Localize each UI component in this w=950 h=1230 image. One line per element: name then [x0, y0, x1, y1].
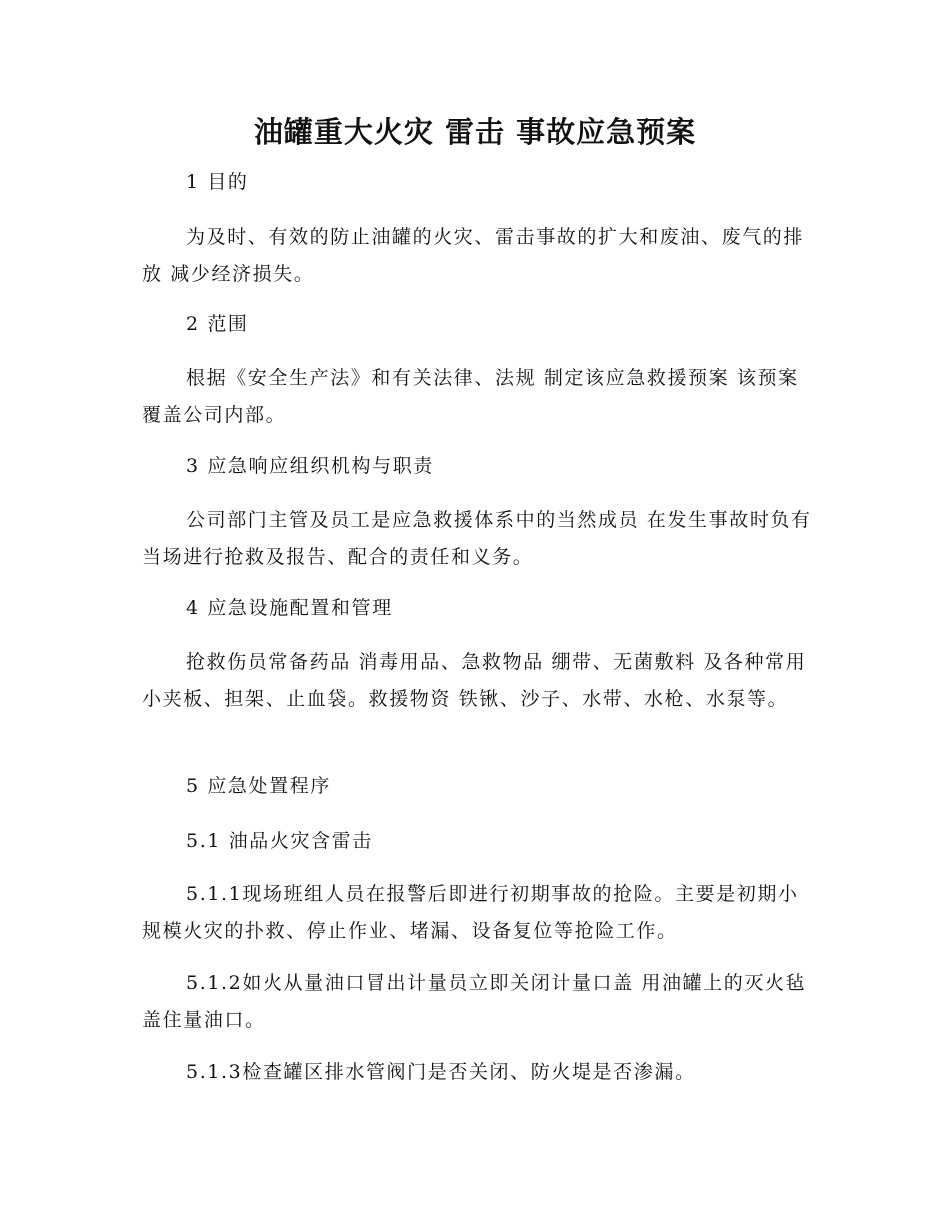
paragraph-5-1-1: 5.1.1现场班组人员在报警后即进行初期事故的抢险。主要是初期小规模火灾的扑救、停止作业、堵漏、设备复位等抢险工作。	[142, 883, 799, 942]
document-title: 油罐重大火灾 雷击 事故应急预案	[253, 115, 697, 149]
paragraph-purpose: 为及时、有效的防止油罐的火灾、雷击事故的扩大和废油、废气的排放 减少经济损失。	[142, 226, 805, 285]
paragraph-organization: 公司部门主管及员工是应急救援体系中的当然成员 在发生事故时负有当场进行抢救及报告、配合的责任和义务。	[142, 509, 812, 568]
paragraph-5-1-2: 5.1.2如火从量油口冒出计量员立即关闭计量口盖 用油罐上的灭火毡盖住量油口。	[142, 972, 807, 1031]
paragraph-5-1-3: 5.1.3检查罐区排水管阀门是否关闭、防火堤是否渗漏。	[186, 1061, 696, 1083]
section-heading-purpose: 1 目的	[186, 171, 249, 193]
paragraph-scope: 根据《安全生产法》和有关法律、法规 制定该应急救援预案 该预案覆盖公司内部。	[142, 367, 799, 426]
section-heading-procedure: 5 应急处置程序	[186, 775, 331, 797]
paragraph-facilities: 抢救伤员常备药品 消毒用品、急救物品 绷带、无菌敷料 及各种常用小夹板、担架、止血袋。救援物资 铁锹、沙子、水带、水枪、水泵等。	[142, 651, 807, 710]
section-heading-organization: 3 应急响应组织机构与职责	[186, 455, 434, 477]
section-heading-facilities: 4 应急设施配置和管理	[186, 597, 393, 619]
section-heading-scope: 2 范围	[186, 313, 249, 335]
subsection-heading-fire: 5.1 油品火灾含雷击	[186, 830, 373, 852]
